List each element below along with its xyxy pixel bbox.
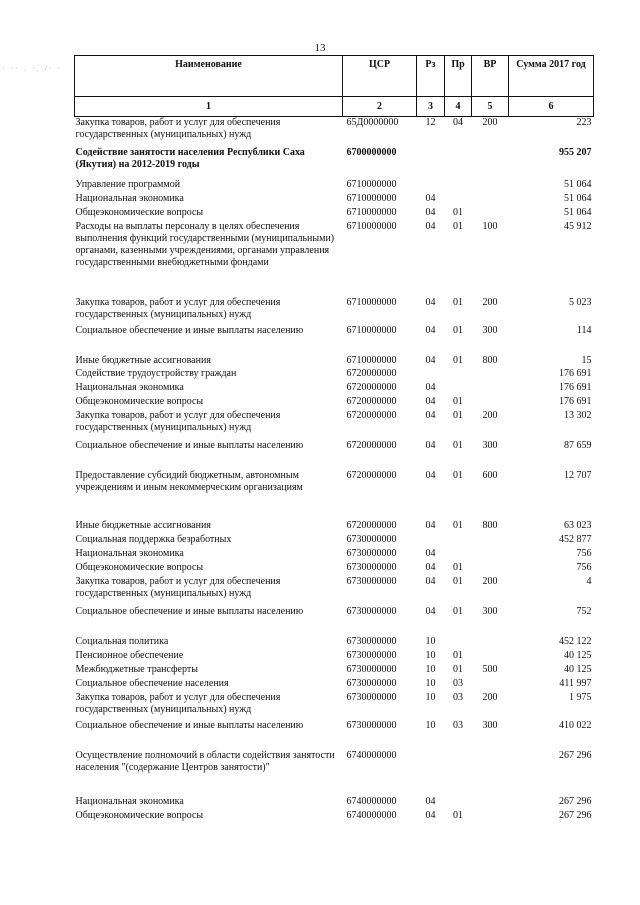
row-pr-cell (445, 636, 472, 650)
row-sum-cell: 756 (576, 561, 592, 573)
row-pr-cell: 01 (453, 649, 463, 661)
row-name-cell: Закупка товаров, работ и услуг для обеспечения государственных (муниципальных) нужд (75, 409, 281, 433)
row-pr-cell (445, 534, 472, 548)
row-vr-cell (472, 678, 509, 692)
row-vr-cell: 200 (482, 575, 498, 587)
row-rz-cell (417, 147, 445, 179)
row-csr-cell: 6710000000 (346, 178, 397, 190)
row-csr-cell: 6730000000 (346, 561, 397, 573)
table-row (75, 650, 594, 664)
row-rz-cell: 04 (425, 469, 436, 481)
row-name-cell: Содействие трудоустройству граждан (75, 367, 237, 379)
row-vr-cell (472, 382, 509, 396)
row-csr-cell: 6730000000 (346, 605, 397, 617)
row-vr-cell: 200 (482, 409, 498, 421)
table-row (75, 576, 594, 606)
header-number: 3 (417, 97, 445, 117)
row-pr-cell: 01 (453, 469, 463, 481)
row-sum-cell: 51 064 (564, 192, 592, 204)
row-csr-cell: 6730000000 (346, 663, 397, 675)
row-sum-cell: 13 302 (564, 409, 592, 421)
row-sum-cell: 267 296 (559, 809, 592, 821)
row-pr-cell: 01 (453, 663, 463, 675)
row-csr-cell: 6740000000 (346, 809, 397, 821)
row-sum-cell: 1 975 (569, 691, 592, 703)
table-row (75, 664, 594, 678)
row-csr-cell: 6730000000 (346, 719, 397, 731)
row-sum-cell: 176 691 (559, 381, 592, 393)
header-sum: Сумма 2017 год (509, 56, 594, 97)
table-header (75, 56, 594, 117)
scan-margin-mark: · ·· . ·. /· · (2, 64, 63, 73)
table-row (75, 396, 594, 410)
row-sum-cell: 756 (576, 547, 592, 559)
row-name-cell: Иные бюджетные ассигнования (75, 354, 211, 366)
row-rz-cell (417, 534, 445, 548)
row-pr-cell: 01 (453, 324, 463, 336)
table-row (75, 368, 594, 382)
row-pr-cell: 03 (453, 677, 463, 689)
row-csr-cell: 6710000000 (346, 220, 397, 232)
row-csr-cell: 6730000000 (346, 575, 397, 587)
row-sum-cell: 51 064 (564, 206, 592, 218)
table-row (75, 796, 594, 810)
row-rz-cell: 04 (425, 519, 436, 531)
row-csr-cell: 6710000000 (346, 324, 397, 336)
row-sum-cell: 40 125 (564, 649, 592, 661)
row-name-cell: Общеэкономические вопросы (75, 561, 204, 573)
row-vr-cell (472, 207, 509, 221)
row-rz-cell: 10 (425, 635, 436, 647)
row-csr-cell: 6730000000 (346, 635, 397, 647)
table-row (75, 562, 594, 576)
row-sum-cell: 114 (576, 324, 592, 336)
row-pr-cell (445, 796, 472, 810)
row-vr-cell (472, 396, 509, 410)
row-name-cell: Общеэкономические вопросы (75, 809, 204, 821)
row-pr-cell: 01 (453, 809, 463, 821)
row-name-cell: Социальное обеспечение и иные выплаты населению (75, 439, 304, 451)
row-rz-cell: 04 (425, 220, 436, 232)
row-pr-cell: 01 (453, 409, 463, 421)
row-csr-cell: 6720000000 (346, 439, 397, 451)
row-vr-cell (472, 636, 509, 650)
row-vr-cell (472, 796, 509, 810)
row-name-cell: Национальная экономика (75, 547, 184, 559)
row-vr-cell (472, 650, 509, 664)
table-row (75, 179, 594, 193)
row-rz-cell: 04 (425, 439, 436, 451)
row-csr-cell: 65Д0000000 (346, 117, 399, 128)
row-csr-cell: 6730000000 (346, 547, 397, 559)
table-row (75, 470, 594, 520)
table-row (75, 207, 594, 221)
row-sum-cell: 5 023 (569, 296, 592, 308)
row-name-cell: Социальная политика (75, 635, 169, 647)
row-sum-cell: 176 691 (559, 395, 592, 407)
row-name-cell: Национальная экономика (75, 381, 184, 393)
row-vr-cell: 300 (482, 719, 498, 731)
table-body (75, 117, 594, 824)
row-sum-cell: 955 207 (559, 146, 592, 158)
table-row (75, 692, 594, 720)
header-number: 6 (509, 97, 594, 117)
row-csr-cell: 6740000000 (346, 749, 397, 761)
row-name-cell: Межбюджетные трансферты (75, 663, 198, 675)
header-numbers-row (75, 97, 594, 117)
row-rz-cell: 04 (425, 409, 436, 421)
row-pr-cell: 03 (453, 719, 463, 731)
row-pr-cell: 03 (453, 691, 463, 703)
row-rz-cell: 10 (425, 663, 436, 675)
header-number: 1 (75, 97, 343, 117)
row-pr-cell: 01 (453, 220, 463, 232)
header-vr: ВР (472, 56, 509, 97)
page-number: 13 (314, 42, 326, 54)
row-pr-cell (445, 179, 472, 193)
row-vr-cell (472, 534, 509, 548)
row-csr-cell: 6730000000 (346, 533, 397, 545)
table-row (75, 720, 594, 750)
row-name-cell: Национальная экономика (75, 192, 184, 204)
row-rz-cell: 04 (425, 547, 436, 559)
row-name-cell: Социальное обеспечение и иные выплаты населению (75, 324, 304, 336)
header-number: 2 (343, 97, 417, 117)
row-csr-cell: 6730000000 (346, 677, 397, 689)
row-pr-cell: 01 (453, 395, 463, 407)
header-number: 5 (472, 97, 509, 117)
row-pr-cell (445, 147, 472, 179)
row-vr-cell (472, 368, 509, 382)
row-csr-cell: 6710000000 (346, 354, 397, 366)
row-csr-cell: 6710000000 (346, 192, 397, 204)
budget-table-container (74, 55, 593, 824)
table-row (75, 520, 594, 534)
row-vr-cell: 500 (482, 663, 498, 675)
row-name-cell: Закупка товаров, работ и услуг для обеспечения государственных (муниципальных) нужд (75, 575, 281, 599)
table-row (75, 678, 594, 692)
row-vr-cell: 300 (482, 324, 498, 336)
row-name-cell: Социальное обеспечение и иные выплаты населению (75, 605, 304, 617)
row-vr-cell: 200 (482, 117, 498, 128)
header-csr: ЦСР (343, 56, 417, 97)
row-csr-cell: 6730000000 (346, 649, 397, 661)
row-pr-cell: 01 (453, 561, 463, 573)
row-rz-cell: 10 (425, 719, 436, 731)
row-sum-cell: 452 122 (559, 635, 592, 647)
row-sum-cell: 45 912 (564, 220, 592, 232)
row-name-cell: Предоставление субсидий бюджетным, автономным учреждениям и иным некоммерческим организациям (75, 469, 303, 493)
row-csr-cell: 6720000000 (346, 367, 397, 379)
row-rz-cell: 04 (425, 354, 436, 366)
row-rz-cell (417, 368, 445, 382)
row-pr-cell (445, 750, 472, 796)
row-sum-cell: 40 125 (564, 663, 592, 675)
row-name-cell: Иные бюджетные ассигнования (75, 519, 211, 531)
row-csr-cell: 6740000000 (346, 795, 397, 807)
row-vr-cell (472, 562, 509, 576)
row-rz-cell: 12 (425, 117, 436, 128)
row-name-cell: Содействие занятости населения Республики Саха (Якутия) на 2012-2019 годы (75, 146, 305, 170)
row-csr-cell: 6720000000 (346, 409, 397, 421)
table-row (75, 325, 594, 355)
row-rz-cell (417, 179, 445, 193)
row-sum-cell: 267 296 (559, 795, 592, 807)
row-rz-cell: 04 (425, 395, 436, 407)
row-name-cell: Расходы на выплаты персоналу в целях обеспечения выполнения функций государственными (муниципальными) органами, казенными учреждениями, органами управления государственными внебюджетными фондами (75, 220, 335, 268)
row-csr-cell: 6720000000 (346, 395, 397, 407)
header-name: Наименование (75, 56, 343, 97)
row-vr-cell (472, 193, 509, 207)
row-name-cell: Общеэкономические вопросы (75, 206, 204, 218)
row-vr-cell: 600 (482, 469, 498, 481)
row-name-cell: Социальное обеспечение населения (75, 677, 229, 689)
row-pr-cell (445, 368, 472, 382)
row-rz-cell: 10 (425, 677, 436, 689)
table-row (75, 297, 594, 325)
row-rz-cell: 04 (425, 605, 436, 617)
row-pr-cell: 01 (453, 296, 463, 308)
header-number: 4 (445, 97, 472, 117)
row-csr-cell: 6710000000 (346, 206, 397, 218)
row-sum-cell: 410 022 (559, 719, 592, 731)
row-pr-cell: 01 (453, 206, 463, 218)
row-name-cell: Закупка товаров, работ и услуг для обеспечения государственных (муниципальных) нужд (75, 691, 281, 715)
table-row (75, 548, 594, 562)
row-pr-cell: 01 (453, 605, 463, 617)
table-row (75, 147, 594, 179)
table-row (75, 193, 594, 207)
row-vr-cell (472, 548, 509, 562)
row-rz-cell (417, 750, 445, 796)
table-row (75, 221, 594, 297)
row-name-cell: Социальная поддержка безработных (75, 533, 232, 545)
row-csr-cell: 6720000000 (346, 469, 397, 481)
row-name-cell: Национальная экономика (75, 795, 184, 807)
row-rz-cell: 04 (425, 192, 436, 204)
row-pr-cell (445, 193, 472, 207)
row-rz-cell: 04 (425, 575, 436, 587)
row-rz-cell: 04 (425, 795, 436, 807)
table-row (75, 606, 594, 636)
row-pr-cell (445, 548, 472, 562)
row-csr-cell: 6710000000 (346, 296, 397, 308)
row-sum-cell: 51 064 (564, 178, 592, 190)
row-sum-cell: 4 (586, 575, 592, 587)
row-sum-cell: 452 877 (559, 533, 592, 545)
row-vr-cell (472, 750, 509, 796)
row-name-cell: Осуществление полномочий в области содействия занятости населения "(содержание Центров занятости)" (75, 749, 335, 773)
row-name-cell: Закупка товаров, работ и услуг для обеспечения государственных (муниципальных) нужд (75, 117, 281, 140)
table-row (75, 440, 594, 470)
row-vr-cell: 800 (482, 519, 498, 531)
row-sum-cell: 15 (581, 354, 592, 366)
header-row (75, 56, 594, 97)
table-row (75, 410, 594, 440)
table-row (75, 355, 594, 368)
row-pr-cell: 01 (453, 439, 463, 451)
row-vr-cell (472, 147, 509, 179)
row-vr-cell (472, 810, 509, 824)
row-sum-cell: 63 023 (564, 519, 592, 531)
row-sum-cell: 176 691 (559, 367, 592, 379)
row-sum-cell: 223 (576, 117, 592, 128)
row-vr-cell: 300 (482, 605, 498, 617)
row-name-cell: Общеэкономические вопросы (75, 395, 204, 407)
row-vr-cell (472, 179, 509, 193)
row-sum-cell: 12 707 (564, 469, 592, 481)
row-vr-cell: 200 (482, 691, 498, 703)
row-pr-cell: 01 (453, 519, 463, 531)
row-vr-cell: 800 (482, 354, 498, 366)
row-name-cell: Управление программой (75, 178, 181, 190)
row-pr-cell: 01 (453, 575, 463, 587)
row-vr-cell: 100 (482, 220, 498, 232)
row-vr-cell: 200 (482, 296, 498, 308)
row-sum-cell: 87 659 (564, 439, 592, 451)
row-pr-cell: 01 (453, 354, 463, 366)
row-rz-cell: 04 (425, 206, 436, 218)
row-pr-cell (445, 382, 472, 396)
row-name-cell: Закупка товаров, работ и услуг для обеспечения государственных (муниципальных) нужд (75, 296, 281, 320)
row-sum-cell: 411 997 (559, 677, 592, 689)
table-row (75, 810, 594, 824)
row-csr-cell: 6720000000 (346, 519, 397, 531)
row-rz-cell: 04 (425, 296, 436, 308)
row-rz-cell: 10 (425, 691, 436, 703)
row-rz-cell: 04 (425, 324, 436, 336)
table-row (75, 636, 594, 650)
row-rz-cell: 10 (425, 649, 436, 661)
row-pr-cell: 04 (453, 117, 463, 128)
row-rz-cell: 04 (425, 809, 436, 821)
row-csr-cell: 6700000000 (346, 146, 397, 158)
row-csr-cell: 6730000000 (346, 691, 397, 703)
row-name-cell: Социальное обеспечение и иные выплаты населению (75, 719, 304, 731)
header-pr: Пр (445, 56, 472, 97)
row-sum-cell: 752 (576, 605, 592, 617)
row-vr-cell: 300 (482, 439, 498, 451)
row-csr-cell: 6720000000 (346, 381, 397, 393)
table-row (75, 117, 594, 147)
row-sum-cell: 267 296 (559, 749, 592, 761)
row-name-cell: Пенсионное обеспечение (75, 649, 184, 661)
row-rz-cell: 04 (425, 381, 436, 393)
table-row (75, 750, 594, 796)
row-rz-cell: 04 (425, 561, 436, 573)
header-rz: Рз (417, 56, 445, 97)
budget-table (74, 55, 594, 824)
table-row (75, 382, 594, 396)
table-row (75, 534, 594, 548)
